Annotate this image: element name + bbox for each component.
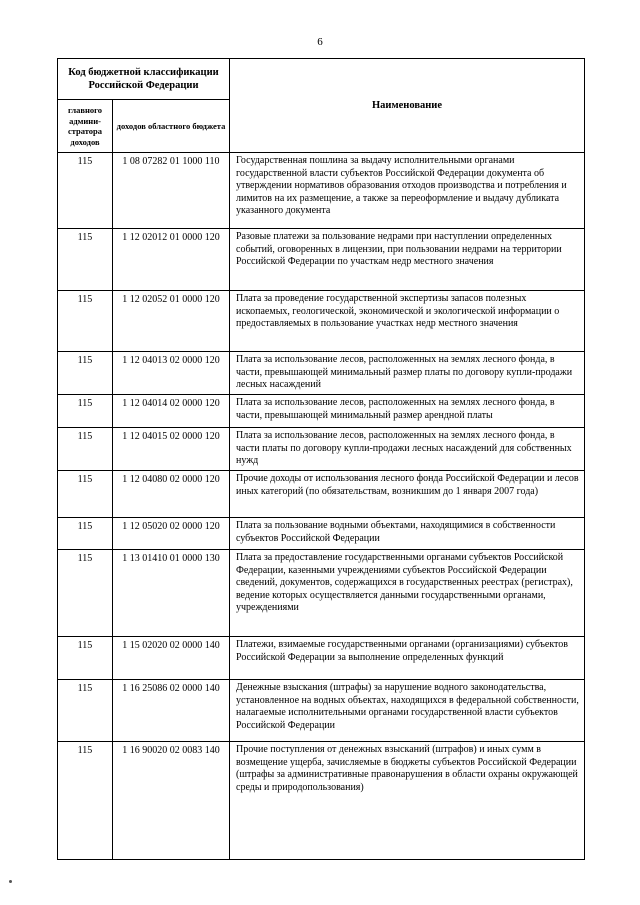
description-cell: Государственная пошлина за выдачу исполнительными органами государственной власти субъектов Российской Федерации документа об утверждении нормативов образования отходов производства и потребления и лимитов на их размещение, а также за переоформление и выдачу дубликата указанного документа [230,153,585,229]
admin-code-cell: 115 [58,550,113,637]
description-cell: Прочие доходы от использования лесного фонда Российской Федерации и лесов иных категорий (по обязательствам, возникшим до 1 января 2007 года) [230,471,585,518]
table-row [58,395,585,428]
income-code-cell: 1 12 04014 02 0000 120 [113,395,230,428]
header-name: Наименование [230,59,585,153]
table-row [58,680,585,742]
income-code-cell: 1 12 02052 01 0000 120 [113,291,230,352]
description-cell: Плата за предоставление государственными органами субъектов Российской Федерации, казенными учреждениями субъектов Российской Федерации сведений, документов, содержащихся в государственных реестрах (регистрах), ведение которых осуществляется данными государственными органами, учреждениями [230,550,585,637]
table-row [58,518,585,550]
income-code-cell: 1 12 04013 02 0000 120 [113,352,230,395]
admin-code-cell: 115 [58,153,113,229]
admin-code-cell: 115 [58,680,113,742]
description-cell: Плата за использование лесов, расположенных на землях лесного фонда, в части, превышающей минимальный размер арендной платы [230,395,585,428]
header-classification-code: Код бюджетной классификации Российской Федерации [58,59,230,100]
admin-code-cell: 115 [58,352,113,395]
admin-code-cell: 115 [58,637,113,680]
admin-code-cell: 115 [58,518,113,550]
description-cell: Плата за использование лесов, расположенных на землях лесного фонда, в части платы по договору купли-продажи лесных насаждений для собственных нужд [230,428,585,471]
description-cell: Плата за пользование водными объектами, находящимися в собственности субъектов Российской Федерации [230,518,585,550]
income-code-cell: 1 15 02020 02 0000 140 [113,637,230,680]
table-row [58,291,585,352]
description-cell: Плата за проведение государственной экспертизы запасов полезных ископаемых, геологической, экономической и экологической информации о предоставляемых в пользование участках недр местного значения [230,291,585,352]
income-code-cell: 1 12 05020 02 0000 120 [113,518,230,550]
income-code-cell: 1 08 07282 01 1000 110 [113,153,230,229]
admin-code-cell: 115 [58,428,113,471]
description-cell: Денежные взыскания (штрафы) за нарушение водного законодательства, установленное на водных объектах, находящихся в федеральной собственности, налагаемые исполнительными органами государственной власти субъектов Российской Федерации [230,680,585,742]
page-number: 6 [317,36,323,48]
admin-code-cell: 115 [58,471,113,518]
table-row [58,428,585,471]
table-row [58,471,585,518]
income-code-cell: 1 12 04080 02 0000 120 [113,471,230,518]
income-code-cell: 1 12 04015 02 0000 120 [113,428,230,471]
header-income-code: доходов областного бюджета [113,100,230,153]
income-code-cell: 1 16 25086 02 0000 140 [113,680,230,742]
description-cell: Платежи, взимаемые государственными органами (организациями) субъектов Российской Федерации за выполнение определенных функций [230,637,585,680]
table-row [58,637,585,680]
scan-margin-dot [9,880,12,883]
table-row [58,153,585,229]
description-cell: Плата за использование лесов, расположенных на землях лесного фонда, в части, превышающей минимальный размер платы по договору купли-продажи лесных насаждений [230,352,585,395]
table-row [58,742,585,860]
description-cell: Разовые платежи за пользование недрами при наступлении определенных событий, оговоренных в лицензии, при пользовании недрами на территории Российской Федерации по участкам недр местного значения [230,229,585,291]
header-admin: главного админи-стратора доходов [58,100,113,153]
table-row [58,550,585,637]
income-code-cell: 1 16 90020 02 0083 140 [113,742,230,860]
admin-code-cell: 115 [58,291,113,352]
budget-classification-table [57,58,585,860]
table-row [58,352,585,395]
admin-code-cell: 115 [58,229,113,291]
income-code-cell: 1 12 02012 01 0000 120 [113,229,230,291]
admin-code-cell: 115 [58,742,113,860]
description-cell: Прочие поступления от денежных взысканий (штрафов) и иных сумм в возмещение ущерба, зачисляемые в бюджеты субъектов Российской Федерации (штрафы за административные правонарушения в области охраны окружающей среды и природопользования) [230,742,585,860]
table-row [58,229,585,291]
income-code-cell: 1 13 01410 01 0000 130 [113,550,230,637]
admin-code-cell: 115 [58,395,113,428]
